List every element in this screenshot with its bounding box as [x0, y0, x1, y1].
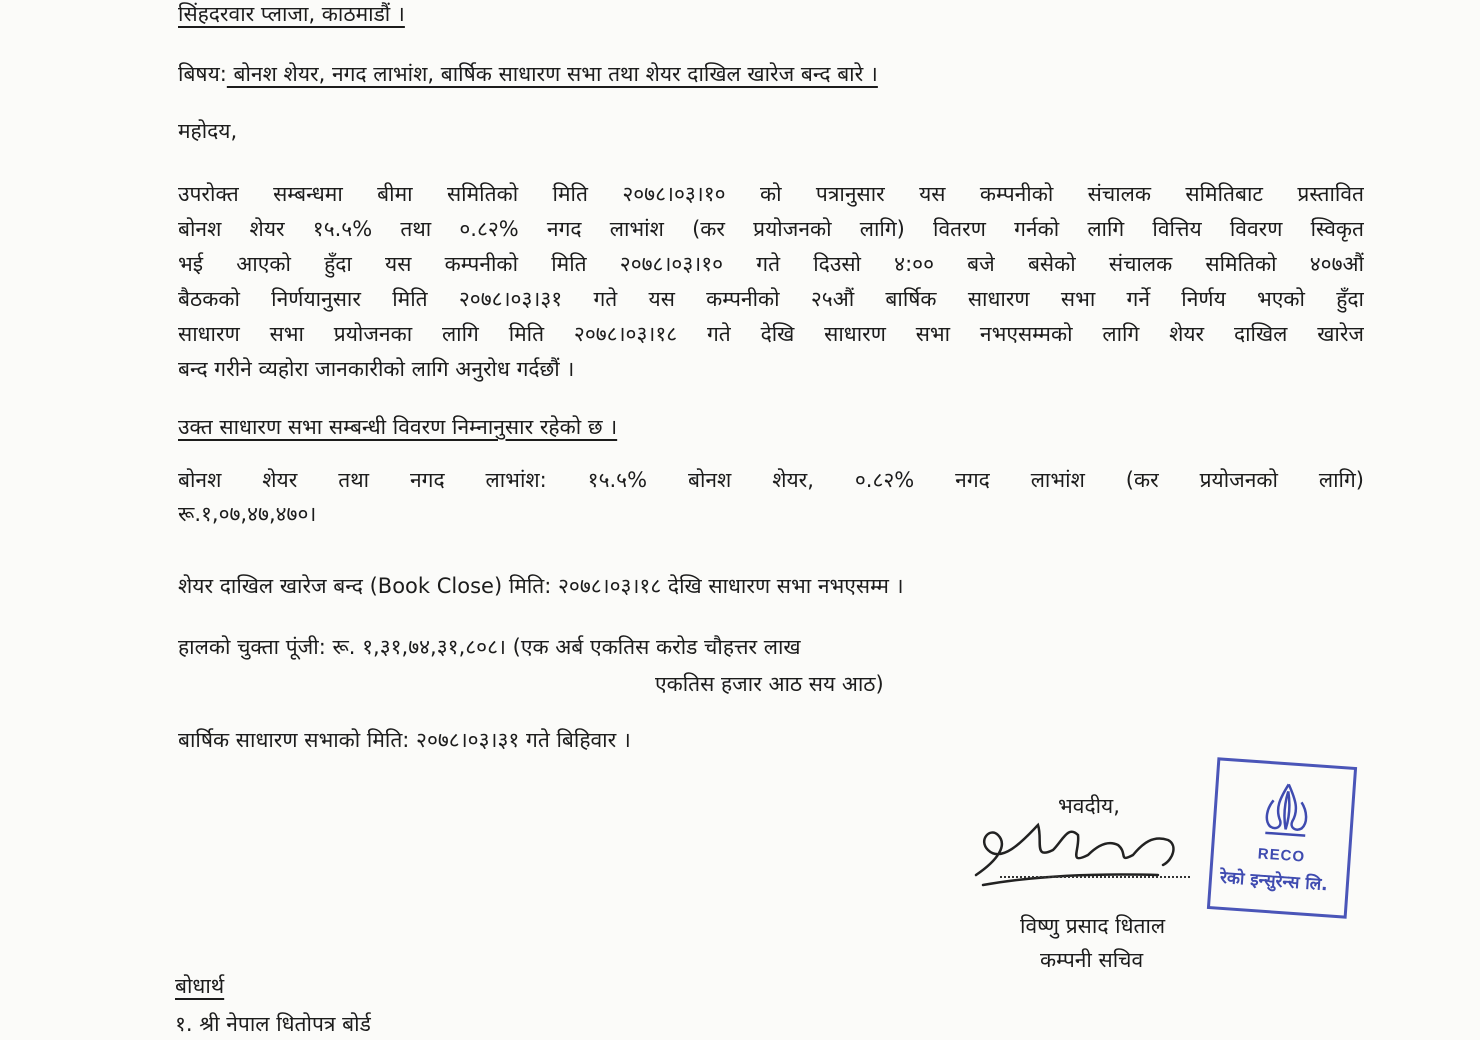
salutation: महोदय,	[178, 119, 238, 143]
details-heading: उक्त साधारण सभा सम्बन्धी विवरण निम्नानुसार रहेको छ ।	[178, 415, 618, 439]
subject-label: बिषय:	[178, 62, 227, 86]
paid-up-capital-line-2: एकतिस हजार आठ सय आठ)	[655, 672, 884, 696]
company-stamp	[1207, 757, 1357, 918]
agm-date-line: बार्षिक साधारण सभाको मिति: २०७८।०३।३१ गते बिहिवार ।	[178, 728, 631, 752]
cc-heading: बोधार्थ	[175, 974, 225, 998]
bonus-line-1: बोनश शेयर तथा नगद लाभांश: १५.५% बोनश शेयर, ०.८२% नगद लाभांश (कर प्रयोजनको लागि)	[178, 468, 1364, 492]
body-line-4: बैठकको निर्णयानुसार मिति २०७८।०३।३१ गते यस कम्पनीको २५औं बार्षिक साधारण सभा गर्ने निर्णय भएको हुँदा	[178, 287, 1364, 311]
subject-line	[178, 60, 878, 88]
subject-text: बोनश शेयर, नगद लाभांश, बार्षिक साधारण सभा तथा शेयर दाखिल खारेज बन्द बारे ।	[226, 62, 878, 86]
body-line-2: बोनश शेयर १५.५% तथा ०.८२% नगद लाभांश (कर प्रयोजनको लागि) वितरण गर्नको लागि वित्तिय विवरण स्विकृत	[178, 217, 1364, 241]
paid-up-capital-line-1: हालको चुक्ता पूंजी: रू. १,३१,७४,३१,८०८। (एक अर्ब एकतिस करोड चौहत्तर लाख	[178, 635, 801, 659]
closing: भवदीय,	[1058, 794, 1120, 818]
signatory-name: विष्णु प्रसाद धिताल	[1020, 914, 1166, 938]
body-line-6: बन्द गरीने व्यहोरा जानकारीको लागि अनुरोध गर्दछौं ।	[178, 357, 575, 381]
cc-item-1: १. श्री नेपाल धितोपत्र बोर्ड	[175, 1012, 371, 1036]
body-line-1: उपरोक्त सम्बन्धमा बीमा समितिको मिति २०७८।०३।१० को पत्रानुसार यस कम्पनीको संचालक समितिबाट प्रस्तावित	[178, 182, 1364, 206]
recipient-address: सिंहदरवार प्लाजा, काठमाडौं ।	[178, 2, 405, 26]
signatory-title: कम्पनी सचिव	[1040, 948, 1144, 972]
body-line-5: साधारण सभा प्रयोजनका लागि मिति २०७८।०३।१८ गते देखि साधारण सभा नभएसम्मको लागि शेयर दाखिल खारेज	[178, 322, 1364, 346]
signature	[968, 805, 1198, 900]
stamp-name: रेको इन्सुरेन्स लि.	[1219, 867, 1329, 896]
bonus-line-2: रू.१,०७,४७,४७०।	[178, 502, 317, 526]
stamp-brand: RECO	[1257, 845, 1306, 866]
signature-line	[1000, 876, 1190, 878]
book-close-line: शेयर दाखिल खारेज बन्द (Book Close) मिति: २०७८।०३।१८ देखि साधारण सभा नभएसम्म ।	[178, 574, 904, 598]
body-line-3: भई आएको हुँदा यस कम्पनीको मिति २०७८।०३।१० गते दिउसो ४:०० बजे बसेको संचालक समितिको ४०७औं	[178, 252, 1364, 276]
flame-logo-icon	[1255, 777, 1319, 841]
